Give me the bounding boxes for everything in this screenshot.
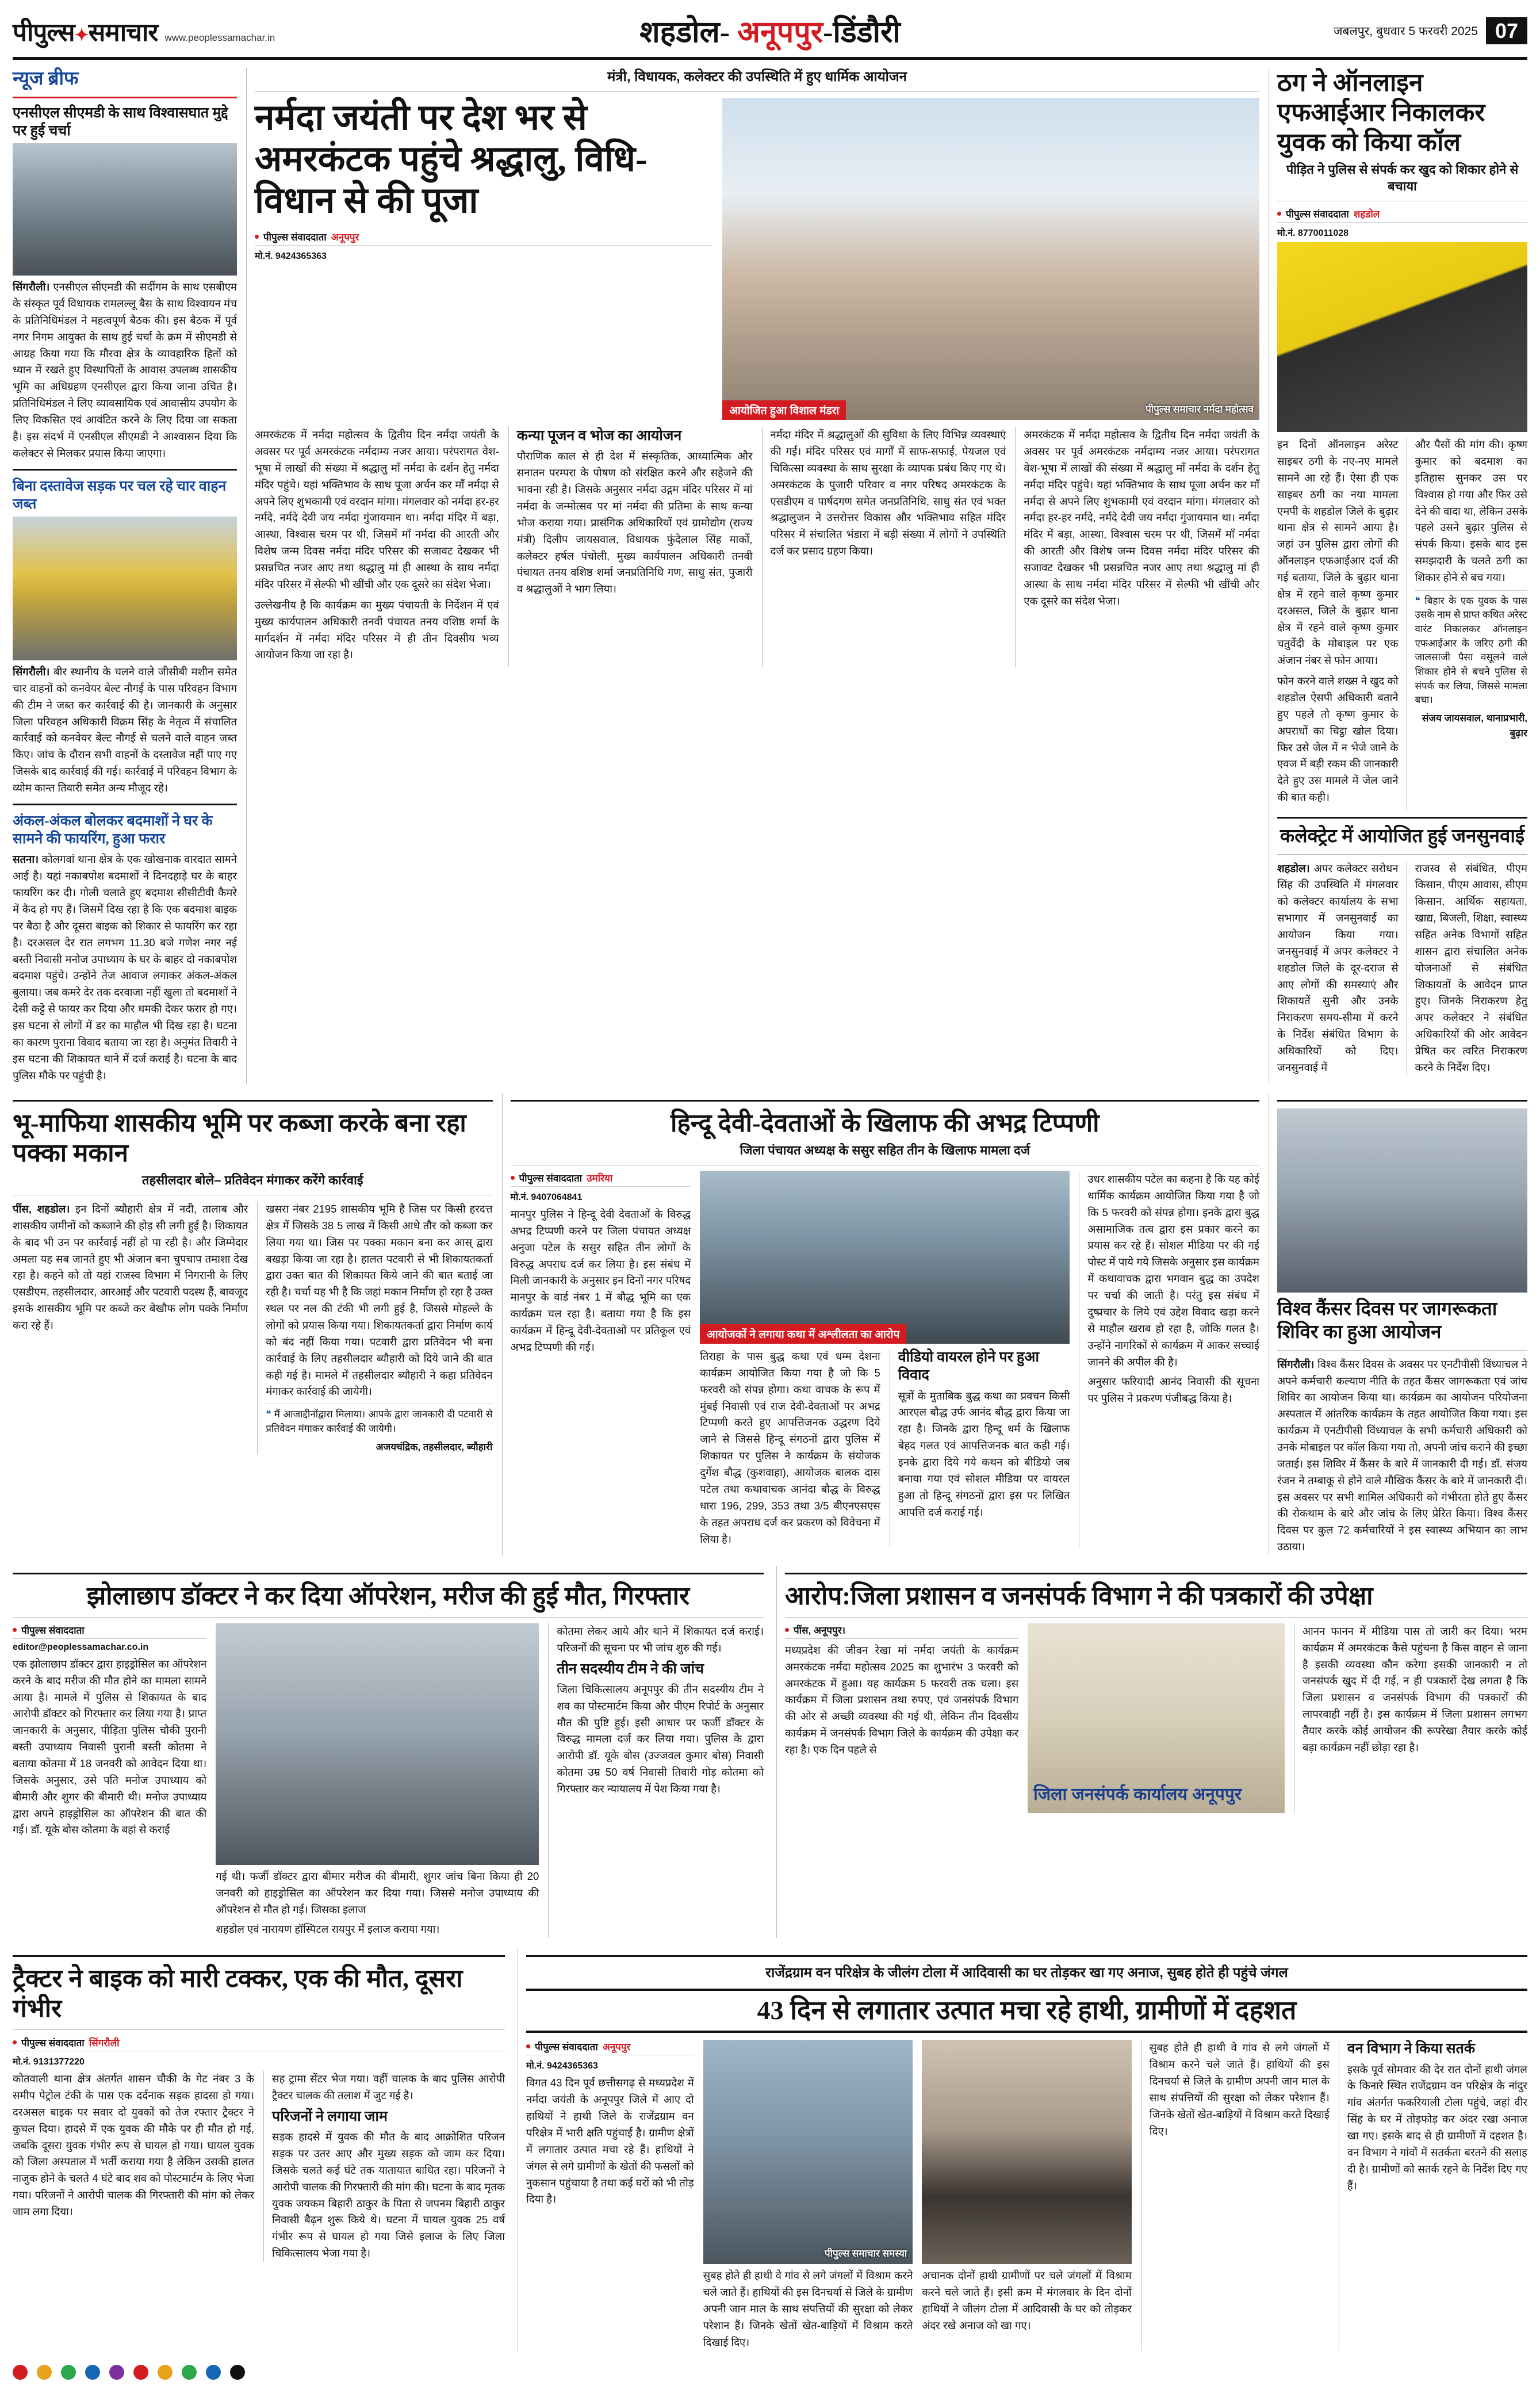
hindu-col4 [1079,1171,1259,1547]
tractor-phone: मो.नं. 9131377220 [13,2057,85,2067]
fourth-band [13,1948,1527,2350]
elephant-col4 [1141,2040,1330,2350]
bullet-icon [1277,212,1281,216]
registration-dot [182,2365,197,2380]
story-aarop [776,1566,1527,1938]
story-hindu [502,1093,1260,1555]
hindu-subhead: जिला पंचायत अध्यक्ष के ससुर सहित तीन के खिलाफ मामला दर्ज [740,1143,1030,1158]
doctor-email[interactable]: editor@peoplessamachar.co.in [13,1642,149,1652]
elephant-photo-stamp: पीपुल्स समाचार समस्या [824,2248,907,2260]
logo-text-1: पीपुल्स [13,18,75,47]
lead-byline-name: पीपुल्स संवाददाता [263,231,327,243]
publication-logo [13,14,158,48]
bullet-icon [13,1628,17,1632]
right-second-col1-text: अपर कलेक्टर सरोधन सिंह की उपस्थिति में मंगलवार को कलेक्टर कार्यालय के सभा सभागार में जनसुनवाई का आयोजन किया गया। जनसुनवाई में अपर कलेक्टर ने शहडोल जिले के दूर-दराज से आए लोगों की समस्याएं और शिकायतें सुनी और उनके निराकरण समय-सीमा में करने के निर्देश संबंधित विभाग के अधिकारियों को दिए। जनसुनवाई में [1277,862,1399,1073]
bhumafia-headline[interactable]: भू-माफिया शासकीय भूमि पर कब्जा करके बना रहा पक्का मकान [13,1109,466,1168]
lead-col2-p1: पौराणिक काल से ही देश में संस्कृतिक, आध्यात्मिक और सनातन परम्परा के पोषण को संरक्षित करने और सहेजने की भावना रही है। जिसके अनुसार नर्मदा उद्गम मंदिर परिसर में मां नर्मदा के जन्मोत्सव पर मां नर्मदा की प्रतिमा के साथ कन्या भोज कराया गया। प्रासंगिक अधिकारियों एवं ग्रामोद्योग (राज्य मंत्री) दिलीप जायसवाल, विधायक फुंदेलाल सिंह मार्को, कलेक्टर हर्षल पंचोली, मुख्य कार्यपालन अधिकारी तनवी पंचायत तनय वशिष्ठ शर्मा जनप्रतिनिधि गण, साधु संत, पुजारी व श्रद्धालुओं ने भाग लिया। [516,450,753,595]
elephant-headline[interactable]: 43 दिन से लगातार उत्पात मचा रहे हाथी, ग्रामीणों में दहशत [757,1995,1297,2025]
doctor-col3-text2: जिला चिकित्सालय अनूपपुर की तीन सदस्यीय टीम ने शव का पोस्टमार्टम किया और पीएम रिपोर्ट के अनुसार मौत की पुष्टि हुई। इसी आधार पर फर्जी डॉक्टर के विरुद्ध मामला दर्ज कर लिया गया। पुलिस के द्वारा आरोपी डॉ. यूके बोस (उज्जवल कुमार बोस) निवासी कोतमा उम्र 50 वर्ष निवासी तिवारी गोड़ कोतमा को गिरफ्तार कर न्यायालय में पेश किया गया है। [557,1683,764,1795]
edition-title: शहडोल- अनूपपुर-डिंडौरी [639,16,901,49]
right-top-col2 [1407,437,1528,810]
right-second-dateline: शहडोल। [1277,862,1310,874]
lead-byline [255,230,712,246]
right-second-col1 [1277,861,1399,1076]
elephant-byline-place: अनूपपुर [602,2042,631,2053]
lead-photo-caption: आयोजित हुआ विशाल मंडरा [722,400,846,420]
right-third-text: विश्व कैंसर दिवस के अवसर पर एनटीपीसी विंध्याचल ने अपने कर्मचारी कल्याण नीति के तहत कैंसर जागरूकता एवं जांच शिविर का आयोजन किया था। कार्यक्रम का आयोजन परियोजना अस्पताल में आंतरिक कार्यक्रम के तहत आयोजित किया गया। इस कार्यक्रम में एनटीपीसी विंध्याचल के सभी कर्मचारी अधिकारी को उनके मोबाइल पर कॉल किया गया तो, अपनी जांच कराने की इच्छा जताई। इस शिविर में कैंसर के बारे में जानकारी दी गई। डॉ. संजय रंजन ने तम्बाकू से होने वाले मौखिक कैंसर के बारे में जानकारी दी। इस अवसर पर सभी शामिल अधिकारी को गंभीरता होते हुए कैंसर की रोकथाम के बारे और जांच के लिए प्रेरित किया। विश्व कैंसर दिवस पर कुल 72 कर्मचारियों ने इस स्वास्थ्य अभियान का लाभ उठाया। [1277,1358,1528,1553]
hindu-photo-wrap [700,1171,1070,1547]
lead-kicker: मंत्री, विधायक, कलेक्टर की उपस्थिति में हुए धार्मिक आयोजन [607,69,907,85]
publication-date: जबलपुर, बुधवार 5 फरवरी 2025 [1333,24,1478,38]
logo-text-2: समाचार [88,18,158,47]
doctor-headline[interactable]: झोलाछाप डॉक्टर ने कर दिया ऑपरेशन, मरीज की हुई मौत, गिरफ्तार [86,1581,690,1610]
right-third-dateline: सिंगरौली। [1277,1358,1315,1370]
elephant-kicker: राजेंद्रग्राम वन परिक्षेत्र के जीलंग टोला में आदिवासी का घर तोड़कर खा गए अनाज, सुबह होते ही पहुंचे जंगल [765,1965,1288,1981]
hindu-headline[interactable]: हिन्दू देवी-देवताओं के खिलाफ की अभद्र टिप्पणी [670,1109,1100,1138]
story-bhumafia [13,1093,493,1555]
tractor-col2-subhead: परिजनों ने लगाया जाम [272,2108,388,2124]
tractor-col2-text: सह ट्रामा सेंटर भेज गया। वहीं चालक के बाद पुलिस आरोपी ट्रैक्टर चालक की तलाश में जुट गई है। [272,2073,505,2101]
doctor-col3-text: कोतमा लेकर आये और थाने में शिकायत दर्ज कराई। परिजनों की सूचना पर भी जांच शुरु की गई। [557,1624,764,1654]
lead-story [246,68,1259,1084]
lead-col-4 [1015,427,1259,667]
sidebar-news-brief [13,68,237,1084]
tractor-col1-text: कोतवाली थाना क्षेत्र अंतर्गत शासन चौकी के गेट नंबर 3 के समीप पेट्रोल टंकी के पास एक दर्दनाक सड़क हादसा हो गया। दरअसल बाइक पर सवार दो युवकों को तेज रफ्तार ट्रैक्टर ने कुचल दिया। हादसे में एक युवक की मौके पर ही मौत हो गई, जबकि दूसरा युवक गंभीर रूप से घायल हो गया। घायल युवक को जिला अस्पताल में भर्ती कराया गया है लेकिन उसकी हालत नाजुक होने के चलते 4 घंटे बाद शव को पोस्टमार्टम के लिए भेजा गया। परिजनों ने आरोपी चालक की गिरफ्तारी की मांग को लेकर जाम लगा दिया। [13,2073,255,2218]
bhumafia-col2-text: खसरा नंबर 2195 शासकीय भूमि है जिस पर किसी हरदत्त क्षेत्र में जिसके 38 5 लाख में किसी आधे तौर को कब्जा कर लिया गया था। जिस पर पक्का मकान बना कर आस् द्वारा बखड़ा किया जा रहा है। हालत पटवारी से भी शिकायतकर्ता द्वारा उक्त बात की शिकायत किये जाने की बात बताई जा रही है। चर्चा यह भी है कि जहां मकान निर्माण हो रहा है उक्त स्थल पर नल की टंकी भी लगी हुई है, जिससे मोहल्ले के लोगों को प्रयास किया गया। शिकायतकर्ता द्वारा निर्माण कार्य को बंद नहीं किया गया। पटवारी द्वारा प्रतिवेदन भी बना कार्रवाई के लिए तहसीलदार ब्यौहारी को दिये जाने की बात कही गई है। मामले में तहसीलदार ब्यौहारी ने कहा प्रतिवेदन मंगाकर कार्रवाई की जायेगी। [266,1202,493,1398]
right-second-col2-text: राजस्व से संबंधित, पीएम किसान, पीएम आवास, सीएम किसान, आर्थिक सहायता, खाद्य, बिजली, शिक्षा, स्वास्थ्य सहित अनेक विभागों सहित शासन द्वारा संचालित अनेक योजनाओं से संबंधित शिकायतों के आवेदन प्राप्त हुए। जिनके निराकरण हेतु अपर कलेक्टर ने संबंधित अधिकारियों की ओर आवेदन प्रेषित कर त्वरित निराकरण करने के निर्देश दिए। [1415,862,1527,1073]
right-second-col2 [1407,861,1528,1076]
masthead-left [13,14,369,48]
elephant-banner [526,1989,1527,2033]
brief-2-dateline: सिंगरौली। [13,666,50,678]
brief-3-headline[interactable]: अंकल-अंकल बोलकर बदमाशों ने घर के सामने की फायरिंग, हुआ फरार [13,813,213,847]
elephant-byline-name: पीपुल्स संवाददाता [535,2042,598,2053]
hindu-byline-place: उमरिया [587,1173,613,1184]
doctor-col1-text: एक झोलाछाप डॉक्टर द्वारा हाइड्रोसिल का ऑपरेशन करने के बाद मरीज की मौत होने का मामला सामने आया है। मामले में पुलिस से शिकायत के बाद आरोपी डॉक्टर को गिरफ्तार कर लिया गया है। प्राप्त जानकारी के अनुसार, पीड़िता पुलिस चौकी पुरानी बस्ती उपाध्याय निवासी पुरानी बस्ती कोतमा ने बताया कोतमा में 18 जनवरी को आवेदन दिया था। जिसके अनुसार, उसे पति मनोज उपाध्याय को बीमारी और शुगर की बीमारी थी। मनोज उपाध्याय द्वारा अपने हाइड्रोसिल का ऑपरेशन की बात की गई। डॉ. यूके बोस कोतमा के बहां से कराई [13,1657,207,1836]
lead-col-2 [508,427,753,667]
brief-2-headline[interactable]: बिना दस्तावेज सड़क पर चल रहे चार वाहन जब्त [13,478,227,512]
bhumafia-quote: मैं आजाद्दीनोंद्वारा मिलाया। आपके द्वारा जानकारी दी पटवारी से प्रतिवेदन मंगाकर कार्रवाई की जायेगी। [266,1409,493,1434]
elephant-col5-text: इसके पूर्व सोमवार की देर रात दोनों हाथी जंगल के किनारे स्थित राजेंद्रग्राम वन परिक्षेत्र के नांदुर गांव अंतर्गत फकरियाली टोला पहुंचे, जहां वीर सिंह के घर में तोड़फोड़ कर अंदर रखा अनाज खा गए। इसके बाद से ही ग्रामीणों में दहशत है। वन विभाग ने गांवों में सतर्कता बरतने की सलाह दी है। ग्रामीणों को सतर्क रहने के निर्देश दिए गए हैं। [1347,2063,1527,2192]
hindu-photo [700,1171,1070,1344]
tractor-col2 [263,2071,505,2262]
aarop-col2 [1028,1623,1285,1813]
aarop-photo-label: जिला जनसंपर्क कार्यालय अनूपपुर [1033,1784,1242,1804]
registration-dot [230,2365,245,2380]
right-third-photo [1277,1108,1527,1293]
right-top-col1 [1277,437,1399,810]
bullet-icon [526,2044,530,2048]
lead-photo [722,98,1259,420]
elephant-photo-wall [922,2040,1132,2264]
right-top-footer-sign: संजय जायसवाल, थानाप्रभारी, बुढ़ार [1422,712,1527,739]
right-top-byline-name: पीपुल्स संवाददाता [1286,209,1349,220]
page-grid [13,68,1527,1084]
registration-dot [85,2365,100,2380]
elephant-col5-subhead: वन विभाग ने किया सतर्क [1347,2041,1476,2057]
registration-dot [133,2365,148,2380]
elephant-col1 [526,2040,694,2350]
elephant-byline [526,2040,694,2055]
brief-3-body [13,851,237,1084]
right-top-headline[interactable]: ठग ने ऑनलाइन एफआईआर निकालकर युवक को किया कॉल [1277,68,1485,156]
registration-dot [13,2365,28,2380]
hindu-col3-subhead: वीडियो वायरल होने पर हुआ विवाद [898,1349,1039,1383]
story-tractor [13,1948,505,2350]
third-band [13,1566,1527,1938]
doctor-col2-text: गई थी। फर्जी डॉक्टर द्वारा बीमार मरीज की बीमारी, शुगर जांच बिना किया ही 20 जनवरी को हाइड्रोसिल का ऑपरेशन कर दिया गया। जिससे मनोज उपाध्याय की ऑपरेशन से मौत हो गई। जिसका इलाज [216,1870,539,1916]
brief-1-photo [13,143,237,276]
doctor-photo [216,1623,539,1865]
aarop-headline[interactable]: आरोप:जिला प्रशासन व जनसंपर्क विभाग ने की पत्रकारों की उपेक्षा [785,1581,1373,1610]
bullet-icon [785,1628,789,1632]
elephant-col4-text: सुबह होते ही हाथी वे गांव से लगे जंगलों में विश्राम करने चले जाते हैं। हाथियों की इस दिनचर्या से जिले के ग्रामीण अपनी जान माल के साथ संपत्तियों की सुरक्षा को लेकर परेशान हैं। जिनके खेतों खेत-बाड़ियों में विश्राम करते दिखाई दिए। [1149,2042,1330,2137]
right-top-col2-p1: और पैसों की मांग की। कृष्ण कुमार को बदमाश का इतिहास सुनकर उस पर विश्वास हो गया और फिर उसे देने की वादा था, लेकिन उसके पहले उसने बुढ़ार पुलिस से संपर्क किया। इसके बाद इस समझदारी के चलते ठगी का शिकार होने से बच गया। [1415,438,1527,583]
news-brief-title: न्यूज ब्रीफ [13,68,79,89]
elephant-photo2-wrap [922,2040,1132,2350]
masthead-right [1171,17,1527,45]
brief-2-photo [13,517,237,660]
right-top-byline [1277,207,1527,223]
aarop-col1-text: मध्यप्रदेश की जीवन रेखा मां नर्मदा जयंती के कार्यक्रम अमरकंटक नर्मदा महोत्सव 2025 का शुभारंभ 3 फरवरी को अमरकंटक में हुआ। यह कार्यक्रम 5 फरवरी तक चला। इस कार्यक्रम में जिला प्रशासन तथा रुपए, एवं जनसंपर्क विभाग की ओर से अच्छी व्यवस्था की गई थी, लेकिन तीन दिवसीय कार्यक्रम में जनसंपर्क विभाग जिले के कार्यक्रम की उपेक्षा कर रहा है। एक दिन पहले से [785,1643,1019,1756]
doctor-col3-subhead: तीन सदस्यीय टीम ने की जांच [557,1661,704,1677]
doctor-byline [13,1623,206,1639]
brief-3-text: कोलगवां थाना क्षेत्र के एक खोखनाक वारदात सामने आई है। यहां नकाबपोश बदमाशों ने दिनदहाड़े घर के बाहर फायरिंग कर दी। गोली चलाते हुए बदमाश सीसीटीवी कैमरे में कैद हो गए हैं। जिसमें दिख रहा है कि एक बदमाश बाइक पर बैठा है और दूसरा बाइक को शिकार से फायरिंग कर रहा है। दरअसल देर रात लगभग 11.30 बजे गणेश नगर नई बस्ती निवासी मनोज उपाध्याय के घर के बाहर दो नकाबपोश बदमाश पहुंचे। उन्होंने तेज आवाज लगाकर अंकल-अंकल बुलाया। जब कमरे देर तक दरवाजा नहीं खुला तो बदमाशों ने देसी कट्टे से फायर कर दिया और धमकी देकर फरार हो गए। इस घटना से लोगों में डर का माहौल भी दिख रहा है। घटना का कारण पुराना विवाद बताया जा रहा है। अनुमंत तिवारी ने इस घटना की शिकायत थाने में दर्ज कराई है। घटना के बाद पुलिस मौके पर पहुंची है। [13,853,237,1081]
right-top-photo [1277,242,1527,432]
right-top-phone: मो.नं. 8770011028 [1277,228,1349,239]
hindu-col1 [511,1171,691,1547]
elephant-phone: मो.नं. 9424365363 [526,2061,598,2071]
tractor-headline[interactable]: ट्रैक्टर ने बाइक को मारी टक्कर, एक की मौत, दूसरा गंभीर [13,1964,463,2023]
lead-col-3 [762,427,1006,667]
star-icon: ✦ [74,25,89,45]
lead-col-1 [255,427,499,667]
doctor-col1 [13,1623,206,1938]
lead-byline-place: अनूपपुर [331,231,359,243]
elephant-photo-man [703,2040,913,2264]
right-third-headline[interactable]: विश्व कैंसर दिवस पर जागरूकता शिविर का हुआ आयोजन [1277,1299,1497,1343]
aarop-byline-place: पींस, अनूपपुर। [794,1624,846,1636]
hindu-phone: मो.नं. 9407064841 [510,1192,583,1203]
elephant-col1-text: विगत 43 दिन पूर्व छत्तीसगढ़ से मध्यप्रदेश में नर्मदा जयंती के अनूपपुर जिले में आए दो हाथियों ने हाथी जिले के राजेंद्रग्राम वन परिक्षेत्र में भारी क्षति पहुंचाई है। ग्रामीण क्षेत्रों में लगातार उत्पात मचा रहे हैं। हाथियों ने जंगल से लगे ग्रामीणों के खेतों की फसलों को नुकसान पहुंचाया है तथा कई घरों को भी तोड़ दिया है। [526,2077,694,2205]
registration-dot [61,2365,76,2380]
brief-2-text: बीर स्थानीय के चलने वाले जीसीबी मशीन समेत चार वाहनों को कनवेयर बेल्ट नौगई के पास परिवहन विभाग की टीम ने जब्त कर कार्रवाई की है। जानकारी के अनुसार जिला परिवहन अधिकारी विक्रम सिंह के नेतृत्व में संचालित कार्रवाई को कनवेयर बेल्ट नौगई से चलने वाले वाहन जब्त किए। जांच के दौरान सभी वाहनों के दस्तावेज नहीं पाए गए जिसके बाद कार्रवाई की गई। कार्रवाई में परिवहन विभाग के व्योम कान्त तिवारी समेत अन्य मौजूद रहे। [13,666,237,794]
bhumafia-dateline: पींस, शहडोल। [13,1202,70,1215]
page-number: 07 [1486,17,1527,45]
aarop-photo [1028,1623,1285,1813]
doctor-byline-name: पीपुल्स संवाददाता [21,1624,85,1636]
brief-1-text: एनसीएल सीएमडी की सदींगम के साथ एसबीएम के संस्कृत पूर्व विधायक रामलल्लू बैस के साथ विश्वायन मंच के प्रतिनिधिमंडल ने महत्वपूर्ण बैठक की। इस बैठक में पूर्व नगर निगम आयुक्त के साथ हुई चर्चा के क्रम में सीएमडी से आग्रह किया गया कि मौरवा क्षेत्र के व्यावहारिक हितों को ध्यान में रखते हुए विस्थापितों के आवास उपलब्ध शासकीय भूमि का अधिग्रहण एनसीएल द्वारा किया जाना उचित है। प्रतिनिधिमंडल ने लिए व्यावसायिक एवं आवासीय उपयोग के लिए विकसित एवं आवंटित करने के लिए दिया जा सकता है। इस संदर्भ में एनसीएल सीएमडी ने आश्वासन दिया कि कलेक्टर से मिलकर प्रयास किया जाएगा। [13,281,237,459]
brief-1-dateline: सिंगरौली। [13,281,50,293]
hindu-col2-text: तिराहा के पास बुद्ध कथा एवं धम्म देशना कार्यक्रम आयोजित किया गया है जो कि 5 फरवरी को संपन्न होगा। कथा वाचक के रूप में मुंबई निवासी एवं राज देवी-देवताओं पर अभद्र टिप्पणी करते हुए आपत्तिजनक उद्धरण दिये जाने से जिससे हिन्दू संगठनों द्वारा पुलिस में शिकायत पर पुलिस ने कार्यक्रम के संयोजक दुर्गेश बौद्ध (कुशवाहा), आयोजक बालक दास पटेल तथा कथावाचक आनंदा बौद्ध के विरुद्ध धारा 196, 299, 353 तथा 3/5 बीएनएसएस के तहत अपराध दर्ज कर प्रकरण को विवेचना में लिया है। [700,1350,880,1545]
right-rail [1269,68,1527,1084]
brief-2-body [13,664,237,797]
hindu-col4-text: उधर शासकीय पटेल का कहना है कि यह कोई धार्मिक कार्यक्रम आयोजित किया गया है जो कि 5 फरवरी को संपन्न होगा। इनके द्वारा बुद्ध असामाजिक तत्व द्वारा इस प्रकार करने का प्रयास कर रहे हैं। सोशल मीडिया पर की गई पोस्ट में पाये गये जिसके अनुसार इस कार्यक्रम में कथावाचक द्वारा भगवान बुद्ध का उपदेश पर चर्चा की जाती है। परंतु इस संबंध में दुष्प्रचार के लिये एवं उद्देश विवाद खड़ा करने से माहौल खराब हो रहा है, जोकि गलत है। उन्होंने नागरिकों से कार्यक्रम में आकर सच्चाई जानने की अपील की है। [1087,1173,1259,1368]
masthead [13,10,1527,60]
tractor-byline-name: पीपुल्स संवाददाता [21,2037,85,2049]
right-third-body [1277,1356,1527,1555]
edition-title-highlight: अनूपपुर [737,16,823,49]
lead-photo-stamp: पीपुल्स समाचार नर्मदा महोत्सव [1146,404,1254,415]
aarop-byline [785,1623,1018,1639]
registration-dot [37,2365,52,2380]
brief-1-body [13,279,237,461]
brief-1-headline[interactable]: एनसीएल सीएमडी के साथ विश्वासघात मुद्दे पर हुई चर्चा [13,105,228,139]
hindu-byline-name: पीपुल्स संवाददाता [519,1173,583,1184]
elephant-col3-text: अचानक दोनों हाथी ग्रामीणों पर चले जंगलों में विश्राम करने चले जाते हैं। इसी क्रम में मंगलवार के दिन दोनों हाथियों ने जीलंग टोला में आदिवासी के घर को तोड़कर अंदर रखे अनाज को खा गए। [922,2269,1132,2331]
right-third [1269,1093,1527,1555]
tractor-byline [13,2036,505,2051]
bhumafia-sign: अजयचंद्रिक, तहसीलदार, ब्यौहारी [376,1441,493,1452]
right-top-col1-p1: इन दिनों ऑनलाइन अरेस्ट साइबर ठगी के नए-नए मामले सामने आ रहे हैं। ऐसा ही एक साइबर ठगी का नया मामला एमपी के शहडोल जिले के बुढ़ार थाना क्षेत्र से सामने आया है। जहां उन पुलिस द्वारा लोगों की ऑनलाइन एफआईआर दर्ज की गई बताया, जिले के बुढ़ार थाना क्षेत्र में रहने वाले कृष्ण कुमार दरअसल, जिले के बुढ़ार थाना क्षेत्र में रहने वाले कृष्ण कुमार चतुर्वेदी के मोबाइल पर एक अंजान नंबर से फोन आया। [1277,438,1399,667]
doctor-photo-caption: शहडोल एवं नारायण हॉस्पिटल रायपुर में इलाज कराया गया। [216,1923,440,1936]
tractor-col2-text2: सड़क हादसे में युवक की मौत के बाद आक्रोशित परिजन सड़क पर उतर आए और मुख्य सड़क को जाम कर दिया। जिसके चलते कई घंटे तक यातायात बाधित रहा। परिजनों ने आरोपी चालक की गिरफ्तारी की मांग की। घटना के बाद मृतक युवक जयकम बिहारी ठाकुर के पिता से जपनम बिहारी ठाकुर निवासी बैढ़न शुरू किये थे। घटना में घायल युवक 25 वर्ष गंभीर रूप से घायल हो गया जिसे इलाज के लिए जिला चिकित्सालय भेजा गया है। [272,2131,505,2260]
registration-dot [206,2365,221,2380]
second-band [13,1093,1527,1555]
hindu-byline [511,1171,691,1187]
registration-dot [158,2365,173,2380]
lead-col2-subhead: कन्या पूजन व भोज का आयोजन [516,428,682,444]
color-registration-marks [13,2365,1527,2380]
registration-dot [109,2365,124,2380]
bhumafia-col2 [257,1201,492,1455]
bhumafia-subhead: तहसीलदार बोले– प्रतिवेदन मंगाकर करेंगे कार्रवाई [141,1173,363,1188]
elephant-col2-text: सुबह होते ही हाथी वे गांव से लगे जंगलों में विश्राम करने चले जाते हैं। हाथियों की इस दिनचर्या से जिले के ग्रामीण अपनी जान माल के साथ संपत्तियों की सुरक्षा को लेकर परेशान हैं। जिनके खेतों खेत-बाड़ियों में विश्राम करते दिखाई दिए। [703,2269,913,2348]
right-top-col1-p2: फोन करने वाले शख्स ने खुद को शहडोल ऐसपी अधिकारी बताने हुए पहले तो कृष्ण कुमार के अपराधों का चिट्ठा खोल दिया। फिर उसे जेल में न भेजे जाने के एवज में बड़ी रकम की जानकारी देते हुए उस मामले में जेल जाने की बात कही। [1277,675,1399,804]
story-elephant [518,1948,1527,2350]
bullet-icon [511,1176,515,1180]
right-top-byline-place: शहडोल [1353,209,1380,220]
tractor-byline-place: सिंगरौली [89,2037,120,2049]
hindu-col1-text: मानपुर पुलिस ने हिन्दू देवी देवताओं के विरुद्ध अभद्र टिप्पणी करने पर जिला पंचायत अध्यक्ष अनुजा पटेल के ससुर सहित तीन लोगों के विरुद्ध अपराध दर्ज कर लिया है। इस संबंध में मिली जानकारी के अनुसार इन दिनों नगर परिषद मानपुर के वार्ड नंबर 1 में बौद्ध भूमि का एक कार्यक्रम चल रहा है। बताया गया है कि इस कार्यक्रम में हिन्दू देवी-देवताओं पर प्रतिकूल एवं अभद्र टिप्पणी की गई। [510,1208,691,1353]
aarop-col2-text: आनन फानन में मीडिया पास तो जारी कर दिया। भरम कार्यक्रम में अमरकंटक कैसे पहुंचना है किस वाहन से जाना है इसकी व्यवस्था कौन करेगा इसकी जानकारी न तो जनसंपर्क खुद में दी गई, न ही पत्रकारों देख लगता है कि जिला प्रशासन व जनसंपर्क विभाग की पत्रकारों की लापरवाही नहीं है। इस कार्यक्रम में जिला प्रशासन लगभग तैयार करके कोई आयोजन की रूपरेखा तैयार करके कोई बड़ा कार्यक्रम नहीं छोड़ा रहा है। [1302,1624,1527,1753]
bhumafia-col1 [13,1201,248,1455]
website-url[interactable]: www.peoplessamachar.in [164,32,275,43]
bhumafia-col1-text: इन दिनों ब्यौहारी क्षेत्र में नदी, तालाब और शासकीय जमीनों को कब्जाने की होड़ सी लगी हुई है। शिकायत के बाद भी उन पर कार्रवाई नहीं हो पा रही है। और जिम्मेदार अमला यह सब जानते हुए भी अंजान बना चुपचाप तमाशा देख रहा है। कहने को तो यहां राजस्व विभाग में निगरानी के लिए एसडीएम, तहसीलदार, आरआई और पटवारी पदस्थ हैं, बावजूद इसके शासकीय भूमि पर कब्जे कर बेखौफ लोग पक्के निर्माण करा रहे हैं। [13,1202,248,1331]
news-brief-label [13,68,237,91]
hindu-col4-text2: अनुसार फरियादी आनंद निवासी की सूचना पर पुलिस ने प्रकरण पंजीबद्ध किया है। [1087,1375,1259,1405]
lead-col4-p1: अमरकंटक में नर्मदा महोत्सव के द्वितीय दिन नर्मदा जयंती के अवसर पर पूर्व अमरकंटक नर्मदाम्य नजर आया। परंपरागत वेश-भूषा में लाखों की संख्या में श्रद्धालु माँ नर्मदा के दर्शन हेतु नर्मदा मंदिर पहुंचे। यहां भक्तिभाव के साथ पूजा अर्चन कर माँ नर्मदा से अपने लिए शुभकामी एवं वरदान मांगा। मंगलवार को नर्मदा हर-हर नर्मदे, नर्मदे देवी जय नर्मदा गुंजायमान था। नर्मदा मंदिर में बड़ा, आस्था, विश्वास चरम पर थी, जिसमें माँ नर्मदा की आरती और विशेष जन्म दिवस नर्मदा मंदिर परिसर की सजावट देखकर भी प्रसन्नचित नजर आए तथा श्रद्धालु मां ही आस्था के साथ नर्मदा मंदिर परिसर में सेल्फी भी खींची और एक दूसरे का संदेश भेजा। [1024,429,1259,607]
doctor-col2 [216,1623,539,1938]
quote-icon: ❝ [1415,595,1420,606]
aarop-col3 [1294,1623,1527,1813]
lead-col3-p1: नर्मदा मंदिर में श्रद्धालुओं की सुविधा के लिए विभिन्न व्यवस्थाएं की गईं। मंदिर परिसर एवं मार्गों में साफ-सफाई, पेयजल एवं चिकित्सा व्यवस्था के साथ सुरक्षा के व्यापक प्रबंध किए गए थे। अमरकंटक के पुजारी परिवार व नगर परिषद अमरकंटक के एसडीएम व पार्षदगण समेत जनप्रतिनिधि, साधु संत एवं भक्त श्रद्धालुजन ने उत्तरोत्तर विकास और भक्तिभाव सहित मंदिर परिसर में संचालित भंडारा में बड़ी संख्या में लोगों ने उपस्थिति दर्ज कर प्रसाद ग्रहण किया। [770,429,1006,557]
elephant-photo1-wrap [703,2040,913,2350]
lead-headline[interactable]: नर्मदा जयंती पर देश भर से अमरकंटक पहुंचे श्रद्धालु, विधि-विधान से की पूजा [255,98,648,220]
bullet-icon [255,235,259,239]
hindu-photo-caption: आयोजकों ने लगाया कथा में अश्लीलता का आरोप [700,1324,906,1344]
hindu-col3 [890,1348,1070,1547]
right-top-footer-note: बिहार के एक युवक के पास उसके नाम से प्राप्त कथित अरेस्ट वारंट निकालकर ऑनलाइन एफआईआर के जरिए ठगी की जालसाजी पैसा वसूलने वाले शिकार होने से बचने पुलिस से संपर्क कर लिया, जिससे मामला बचा। [1415,595,1527,706]
hindu-col3-text: सूत्रों के मुताबिक बुद्ध कथा का प्रवचन किसी आरएल बौद्ध उर्फ आनंद बौद्ध द्वारा किया जा रहा है। जिनके द्वारा हिन्दू धर्म के खिलाफ बेहद गलत एवं आपत्तिजनक बात कही गई। इनके द्वारा दिये गये कथन को बीडियो जब बनाया गया एवं सोशल मीडिया पर वायरल हुआ तो हिन्दू संगठनों द्वारा इस पर लिखित आपत्ति दर्ज कराई गई। [898,1389,1070,1518]
doctor-col3 [548,1623,764,1938]
right-top-subhead: पीड़ित ने पुलिस से संपर्क कर खुद को शिकार होने से बचाया [1286,162,1519,194]
lead-col1-p1: अमरकंटक में नर्मदा महोत्सव के द्वितीय दिन नर्मदा जयंती के अवसर पर पूर्व अमरकंटक नर्मदाम्य नजर आया। परंपरागत वेश-भूषा में लाखों की संख्या में श्रद्धालु माँ नर्मदा के दर्शन हेतु नर्मदा मंदिर पहुंचे। यहां भक्तिभाव के साथ पूजा अर्चन कर माँ नर्मदा से अपने लिए शुभकामी एवं वरदान मांगा। मंगलवार को नर्मदा हर-हर नर्मदे, नर्मदे देवी जय नर्मदा गुंजायमान था। नर्मदा मंदिर में बड़ा, आस्था, विश्वास चरम पर थी, जिसमें माँ नर्मदा की आरती और विशेष जन्म दिवस नर्मदा मंदिर परिसर की सजावट देखकर भी प्रसन्नचित नजर आए तथा श्रद्धालु मां ही आस्था के साथ नर्मदा मंदिर परिसर में सेल्फी भी खींची और एक दूसरे का संदेश भेजा। [255,429,499,590]
elephant-col5 [1339,2040,1527,2350]
right-second-headline[interactable]: कलेक्ट्रेट में आयोजित हुई जनसुनवाई [1279,826,1525,847]
lead-col1-p2: उल्लेखनीय है कि कार्यक्रम का मुख्य पंचायती के निर्देशन में एवं मुख्य कार्यपालन अधिकारी तनवी पंचायत तनय वशिष्ठ शर्मा के मार्गदर्शन में नर्मदा मंदिर परिसर में ही तीन दिवसीय भव्य आयोजन किया जा रहा है। [255,598,499,661]
quote-icon: ❝ [266,1409,271,1420]
brief-3-dateline: सतना। [13,853,39,866]
aarop-col1 [785,1623,1018,1813]
lead-phone: मो.नं. 9424365363 [255,251,327,261]
bullet-icon [13,2040,17,2044]
story-doctor [13,1566,764,1938]
